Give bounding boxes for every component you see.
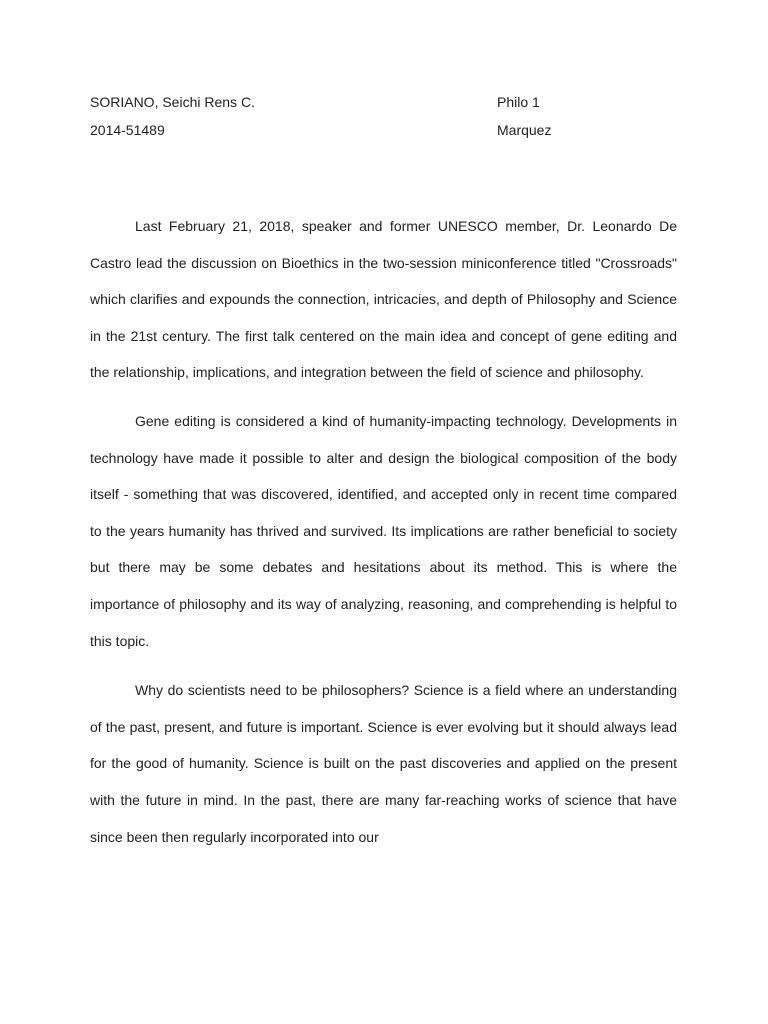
header-row-name-course [90, 92, 690, 112]
essay-body [90, 208, 677, 869]
student-number: 2014-51489 [90, 122, 165, 138]
paragraph-2: Gene editing is considered a kind of humanity-impacting technology. Developments in technology have made it possible to alter and design the biological composition of the body itself - something that was discovered, identified, and accepted only in recent time compared to the years humanity has thrived and survived. Its implications are rather beneficial to society but there may be some debates and hesitations about its method. This is where the importance of philosophy and its way of analyzing, reasoning, and comprehending is helpful to this topic. [90, 412, 677, 649]
paragraph-1: Last February 21, 2018, speaker and former UNESCO member, Dr. Leonardo De Castro lead the discussion on Bioethics in the two-session miniconference titled "Crossroads" which clarifies and expounds the connection, intricacies, and depth of Philosophy and Science in the 21st century. The first talk centered on the main idea and concept of gene editing and the relationship, implications, and integration between the field of science and philosophy. [90, 218, 677, 381]
course-code: Philo 1 [497, 94, 540, 110]
paragraph-3: Why do scientists need to be philosophers? Science is a field where an understanding of the past, present, and future is important. Science is ever evolving but it should always lead for the good of humanity. Science is built on the past discoveries and applied on the present with the future in mind. In the past, there are many far-reaching works of science that have since been then regularly incorporated into our [90, 682, 677, 845]
student-name: SORIANO, Seichi Rens C. [90, 94, 255, 110]
header-row-number-instructor [90, 120, 690, 140]
instructor-name: Marquez [497, 122, 552, 138]
